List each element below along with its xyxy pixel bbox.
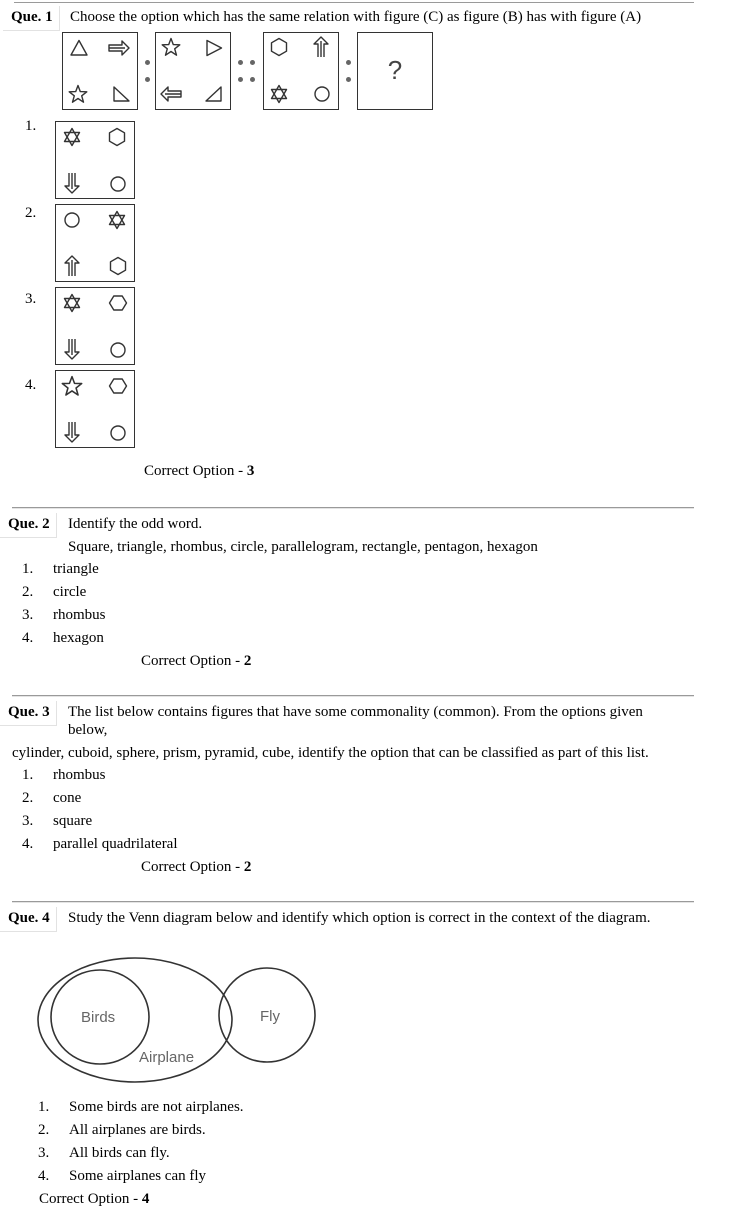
- circle-icon: [65, 213, 79, 227]
- figure-c: [263, 32, 339, 110]
- question-text-line1: The list below contains figures that have some commonality (common). From the options given: [68, 704, 643, 720]
- double-arrow-left-icon: [161, 87, 181, 101]
- hexagram-icon: [65, 129, 80, 146]
- option-text[interactable]: square: [53, 813, 93, 829]
- question-mark: ?: [387, 55, 403, 85]
- hexagram-icon: [110, 212, 125, 229]
- hexagon-icon: [111, 258, 126, 275]
- question-label: Que. 4: [0, 907, 57, 932]
- question-subtext: cylinder, cuboid, sphere, prism, pyramid, cube, identify the option that can be classified as part of this list.: [12, 745, 649, 761]
- correct-option: Correct Option - 4: [39, 1191, 150, 1207]
- option-text[interactable]: All airplanes are birds.: [69, 1122, 206, 1138]
- double-arrow-down-icon: [65, 173, 79, 193]
- option-figure-1[interactable]: [55, 121, 135, 199]
- airplane-ellipse: [38, 958, 232, 1082]
- triangle-right-icon: [207, 41, 222, 56]
- circle-icon: [111, 426, 125, 440]
- option-number: 1.: [22, 767, 34, 783]
- option-number: 3.: [22, 607, 34, 623]
- venn-label-airplane: Airplane: [139, 1049, 195, 1066]
- correct-option: Correct Option - 3: [144, 463, 255, 479]
- double-arrow-up-icon: [65, 256, 79, 276]
- double-arrow-down-icon: [65, 339, 79, 359]
- venn-label-birds: Birds: [81, 1009, 116, 1026]
- hexagon-icon: [272, 39, 287, 56]
- question-label: Que. 2: [0, 513, 57, 538]
- figure-b: [155, 32, 231, 110]
- option-text[interactable]: Some airplanes can fly: [69, 1168, 207, 1184]
- circle-icon: [315, 87, 329, 101]
- option-number: 4.: [25, 377, 37, 393]
- circle-icon: [111, 177, 125, 191]
- option-text[interactable]: circle: [53, 584, 87, 600]
- question-text: Choose the option which has the same relation with figure (C) as figure (B) has with figure (A): [70, 9, 642, 25]
- figure-a: [62, 32, 138, 110]
- option-text[interactable]: cone: [53, 790, 82, 806]
- hexagon-flat-icon: [110, 379, 127, 393]
- question-label: Que. 3: [0, 701, 57, 726]
- option-number: 2.: [22, 584, 34, 600]
- hexagram-icon: [272, 86, 287, 103]
- option-number: 2.: [25, 205, 37, 221]
- option-text[interactable]: parallel quadrilateral: [53, 836, 178, 852]
- option-number: 1.: [38, 1099, 50, 1115]
- hexagon-flat-icon: [110, 296, 127, 310]
- option-figure-3[interactable]: [55, 287, 135, 365]
- right-triangle-icon: [114, 87, 129, 101]
- option-number: 4.: [22, 630, 34, 646]
- double-arrow-up-icon: [314, 37, 328, 57]
- question-text-line2: below,: [68, 722, 108, 738]
- figure-d-unknown: [357, 32, 433, 110]
- option-number: 2.: [22, 790, 34, 806]
- question-text: Identify the odd word.: [68, 516, 203, 532]
- option-text[interactable]: rhombus: [53, 607, 106, 623]
- option-number: 3.: [25, 291, 37, 307]
- option-number: 1.: [22, 561, 34, 577]
- triangle-icon: [71, 41, 87, 56]
- star-icon: [69, 86, 87, 103]
- double-arrow-down-icon: [65, 422, 79, 442]
- venn-diagram: [35, 955, 325, 1090]
- option-number: 3.: [22, 813, 34, 829]
- option-figure-2[interactable]: [55, 204, 135, 282]
- hexagram-icon: [65, 295, 80, 312]
- star-icon: [162, 39, 180, 56]
- correct-option: Correct Option - 2: [141, 859, 252, 875]
- right-triangle-flipped-icon: [206, 87, 221, 101]
- option-number: 2.: [38, 1122, 50, 1138]
- question-label: Que. 1: [3, 6, 60, 31]
- question-subtext: Square, triangle, rhombus, circle, parallelogram, rectangle, pentagon, hexagon: [68, 539, 538, 555]
- option-text[interactable]: triangle: [53, 561, 99, 577]
- question-text: Study the Venn diagram below and identify which option is correct in the context of the diagram.: [68, 910, 651, 926]
- option-text[interactable]: Some birds are not airplanes.: [69, 1099, 244, 1115]
- option-text[interactable]: All birds can fly.: [69, 1145, 170, 1161]
- correct-option: Correct Option - 2: [141, 653, 252, 669]
- double-arrow-right-icon: [109, 41, 129, 55]
- venn-label-fly: Fly: [260, 1008, 280, 1025]
- hexagon-icon: [110, 129, 125, 146]
- option-figure-4[interactable]: [55, 370, 135, 448]
- option-number: 4.: [22, 836, 34, 852]
- option-text[interactable]: rhombus: [53, 767, 106, 783]
- circle-icon: [111, 343, 125, 357]
- option-text[interactable]: hexagon: [53, 630, 104, 646]
- option-number: 4.: [38, 1168, 50, 1184]
- option-number: 1.: [25, 118, 37, 134]
- option-number: 3.: [38, 1145, 50, 1161]
- star-icon: [62, 377, 81, 395]
